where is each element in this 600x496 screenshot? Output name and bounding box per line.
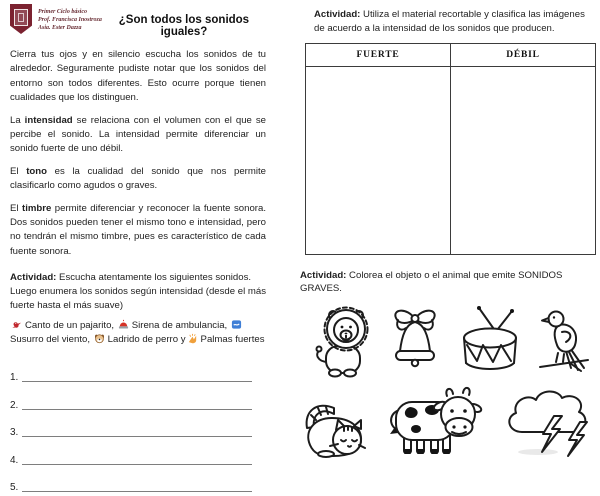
siren-icon	[118, 319, 129, 330]
school-line: Prof. Francisca Inostroza	[38, 17, 102, 23]
school-line: Primer Ciclo básico	[38, 9, 87, 15]
right-column	[300, 8, 596, 458]
wind-icon	[231, 319, 242, 330]
answer-blank-5: 5.	[10, 469, 266, 496]
bird-icon	[11, 319, 22, 330]
worksheet-header	[10, 4, 266, 38]
school-info	[38, 4, 102, 32]
left-column	[10, 4, 266, 496]
activity-color: Actividad: Colorea el objeto o el animal que emite SONIDOS GRAVES.	[300, 269, 563, 295]
paragraph-tono: El tono es la cualidad del sonido que nos permite clasificarlo como agudos o graves.	[10, 165, 267, 192]
answer-blank-1: 1.	[10, 359, 266, 387]
table-header-debil: DÉBIL	[451, 43, 596, 66]
write-line	[22, 491, 252, 492]
coloring-images-row-2	[302, 380, 594, 458]
page-title: ¿Son todos los sonidos iguales?	[118, 14, 250, 38]
classification-table	[305, 43, 596, 255]
answer-blank-2: 2.	[10, 386, 266, 414]
coloring-images-row-1	[312, 304, 592, 378]
sounds-list: Canto de un pajarito, Sirena de ambulancia, Susurro del viento, Ladrido de perro y Palmas fuertes	[10, 319, 265, 345]
cat-image	[302, 402, 366, 458]
dog-icon	[94, 333, 105, 344]
write-line	[22, 436, 252, 437]
table-cell-debil	[451, 66, 596, 254]
answer-blank-4: 4.	[10, 441, 266, 469]
school-line: Asia. Ester Dazza	[38, 25, 82, 31]
paragraph-timbre: El timbre permite diferenciar y reconocer la fuente sonora. Dos sonidos pueden tener el mismo tono e intensidad, pero no tendrán el mismo timbre, pues es característico de cada fuente sonora.	[10, 202, 266, 257]
school-logo-icon	[10, 4, 32, 34]
table-cell-fuerte	[306, 66, 451, 254]
storm-cloud-image	[498, 384, 594, 458]
paragraph-intensidad: La intensidad se relaciona con el volumen con el que se percibe el sonido. La intensidad permite diferenciar un sonido fuerte de uno débil.	[10, 114, 266, 155]
activity-listen: Actividad: Escucha atentamente los siguientes sonidos. Luego enumera los sonidos según intensidad (desde el más fuerte hasta el más suave)	[10, 272, 267, 311]
intro-paragraph: Cierra tus ojos y en silencio escucha los sonidos de tu alrededor. Seguramente pudiste notar que los sonidos del entorno son todos diferentes. Esto ocurre porque tienen cualidades que los distinguen.	[10, 49, 266, 104]
bird-image	[536, 304, 592, 378]
write-line	[22, 409, 252, 410]
write-line	[22, 381, 252, 382]
write-line	[22, 464, 252, 465]
answer-blanks	[10, 359, 266, 496]
cow-image	[386, 380, 478, 458]
drum-image	[457, 304, 523, 378]
lion-image	[312, 304, 374, 378]
clap-icon	[187, 333, 198, 344]
activity-classify: Actividad: Utiliza el material recortable y clasifica las imágenes de acuerdo a la intensidad de los sonidos que producen.	[314, 9, 585, 34]
answer-blank-3: 3.	[10, 414, 266, 442]
table-header-fuerte: FUERTE	[306, 43, 451, 66]
bell-image	[387, 304, 443, 378]
